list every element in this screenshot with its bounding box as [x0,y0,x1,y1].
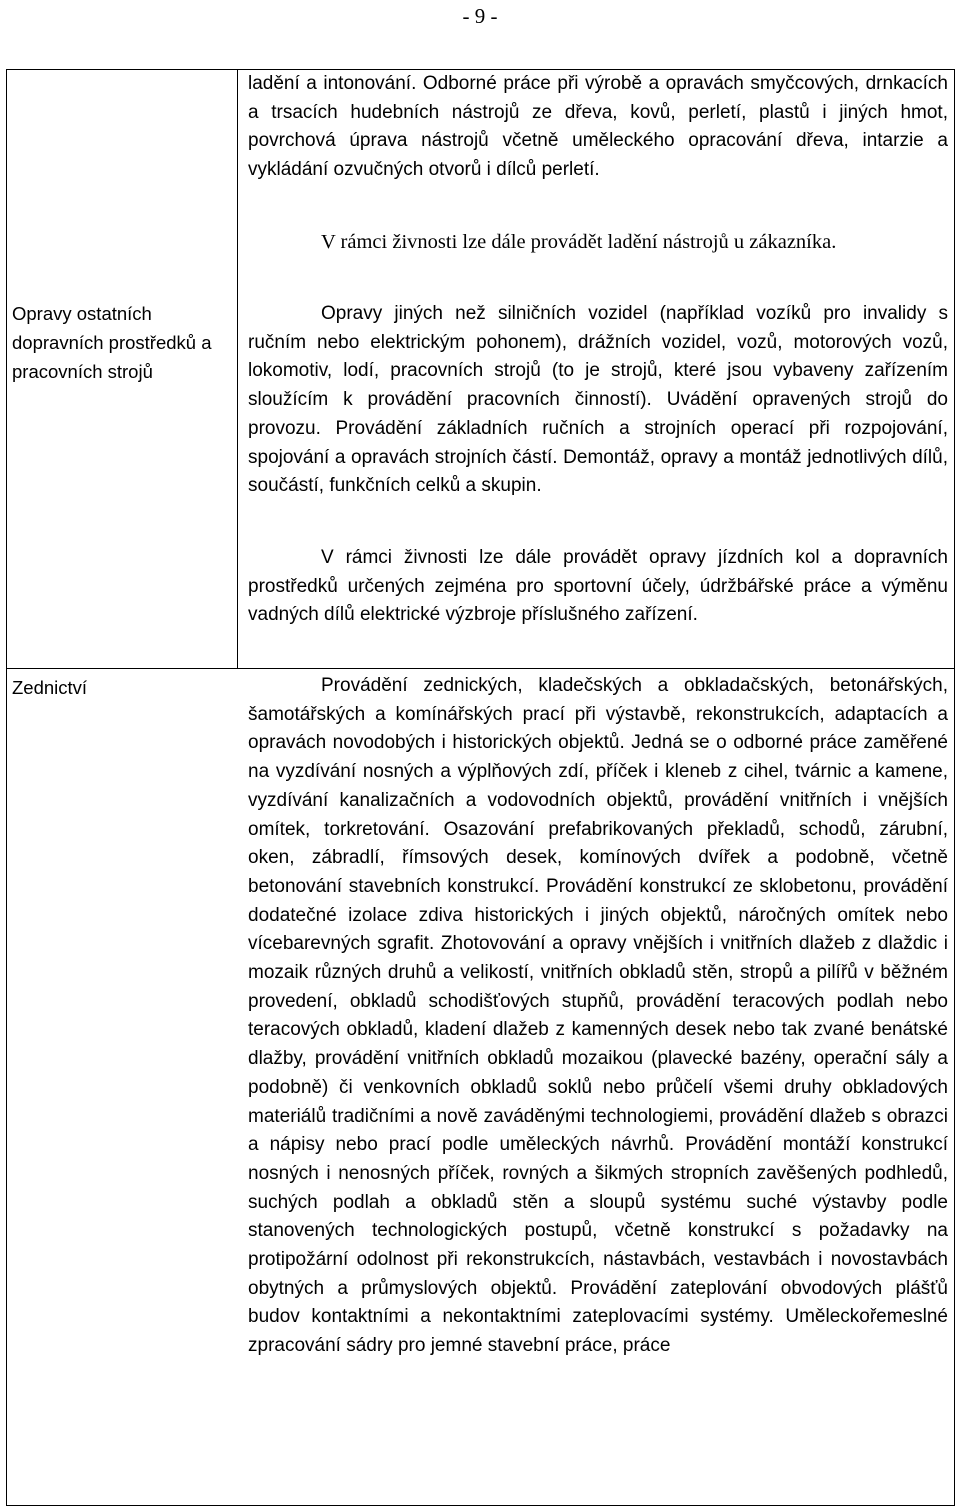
paragraph: Provádění zednických, kladečských a obkladačských, betonářských, šamotářských a komínářských prací při výstavbě, rekonstrukcích, adaptacích a opravách novodobých i historických objektů. Jedná se o odborné práce zaměřené na vyzdívání nosných a výplňových zdí, příček i kleneb z cihel, tvárnic a kamene, vyzdívání kanalizačních a vodovodních objektů, provádění vnitřních i vnějších omítek, torkretování. Osazování prefabrikovaných překladů, schodů, zárubní, oken, zábradlí, římsových desek, komínových dvířek a podobně, včetně betonování stavebních konstrukcí. Provádění konstrukcí ze sklobetonu, provádění dodatečné izolace zdiva historických i jiných objektů, náročných omítek nebo vícebarevných sgrafit. Zhotovování a opravy vnějších i vnitřních dlažeb z dlaždic i mozaik různých druhů a velikostí, vnitřních obkladů stěn, stropů a pilířů v běžném provedení, obkladů schodišťových stupňů, provádění teracových podlah nebo teracových obkladů, kladení dlažeb z kamenných desek nebo tak zvané benátské dlažby, provádění vnitřních obkladů mozaikou (plavecké bazény, operační sály a podobně) či venkovních obkladů soklů nebo průčelí všemi druhy obkladových materiálů tradičními a nově zaváděnými technologiemi, provádění dlažeb s obrazci a nápisy nebo prací podle uměleckých návrhů. Provádění montáží konstrukcí nosných i nenosných příček, rovných a šikmých stropních zavěšených podhledů, suchých podlah a obkladů stěn a sloupů systému suché výstavby podle stanovených technologických postupů, včetně konstrukcí s požadavky na protipožární odolnost při rekonstrukcích, nástavbách, vestavbách i novostavbách obytných a průmyslových objektů. Provádění zateplování obvodových plášťů budov kontaktními a nekontaktními zateplovacími systémy. Uměleckořemeslné zpracování sádry pro jemné stavební práce, práce [248,675,948,1357]
category-label-zednictvi: Zednictví [12,677,88,698]
paragraph: Opravy jiných než silničních vozidel (například vozíků pro invalidy s ručním nebo elektrickým pohonem), drážních vozidel, vozů, motorových vozů, lokomotiv, lodí, pracovních strojů (to je strojů, které jsou vybaveny zařízením sloužícím k provádění pracovních činností). Uvádění opravených strojů do provozu. Provádění základních ručních a strojních operací při rozpojování, spojování a opravách strojních částí. Demontáž, opravy a montáž jednotlivých dílů, součástí, funkčních celků a skupin. [248,303,948,497]
row-continuation-text [248,70,948,185]
column-divider [237,69,238,668]
category-label-transport: Opravy ostatních dopravních prostředků a pracovních strojů [12,303,212,382]
transport-description [248,300,948,501]
row-divider [6,668,955,669]
paragraph: V rámci živnosti lze dále provádět ladění nástrojů u zákazníka. [321,231,837,253]
transport-note [248,544,948,630]
zednictvi-description [248,672,948,1361]
page-number: - 9 - [462,4,498,28]
row-continuation-note [248,228,948,257]
paragraph: ladění a intonování. Odborné práce při výrobě a opravách smyčcových, drnkacích a trsacích hudebních nástrojů ze dřeva, kovů, perletí, plastů i jiných hmot, povrchová úprava nástrojů včetně uměleckého opracování dřeva, intarzie a vykládání ozvučných otvorů i dílců perletí. [248,73,948,181]
paragraph: V rámci živnosti lze dále provádět opravy jízdních kol a dopravních prostředků určených zejména pro sportovní účely, údržbářské práce a výměnu vadných dílů elektrické výzbroje příslušného zařízení. [248,547,948,626]
